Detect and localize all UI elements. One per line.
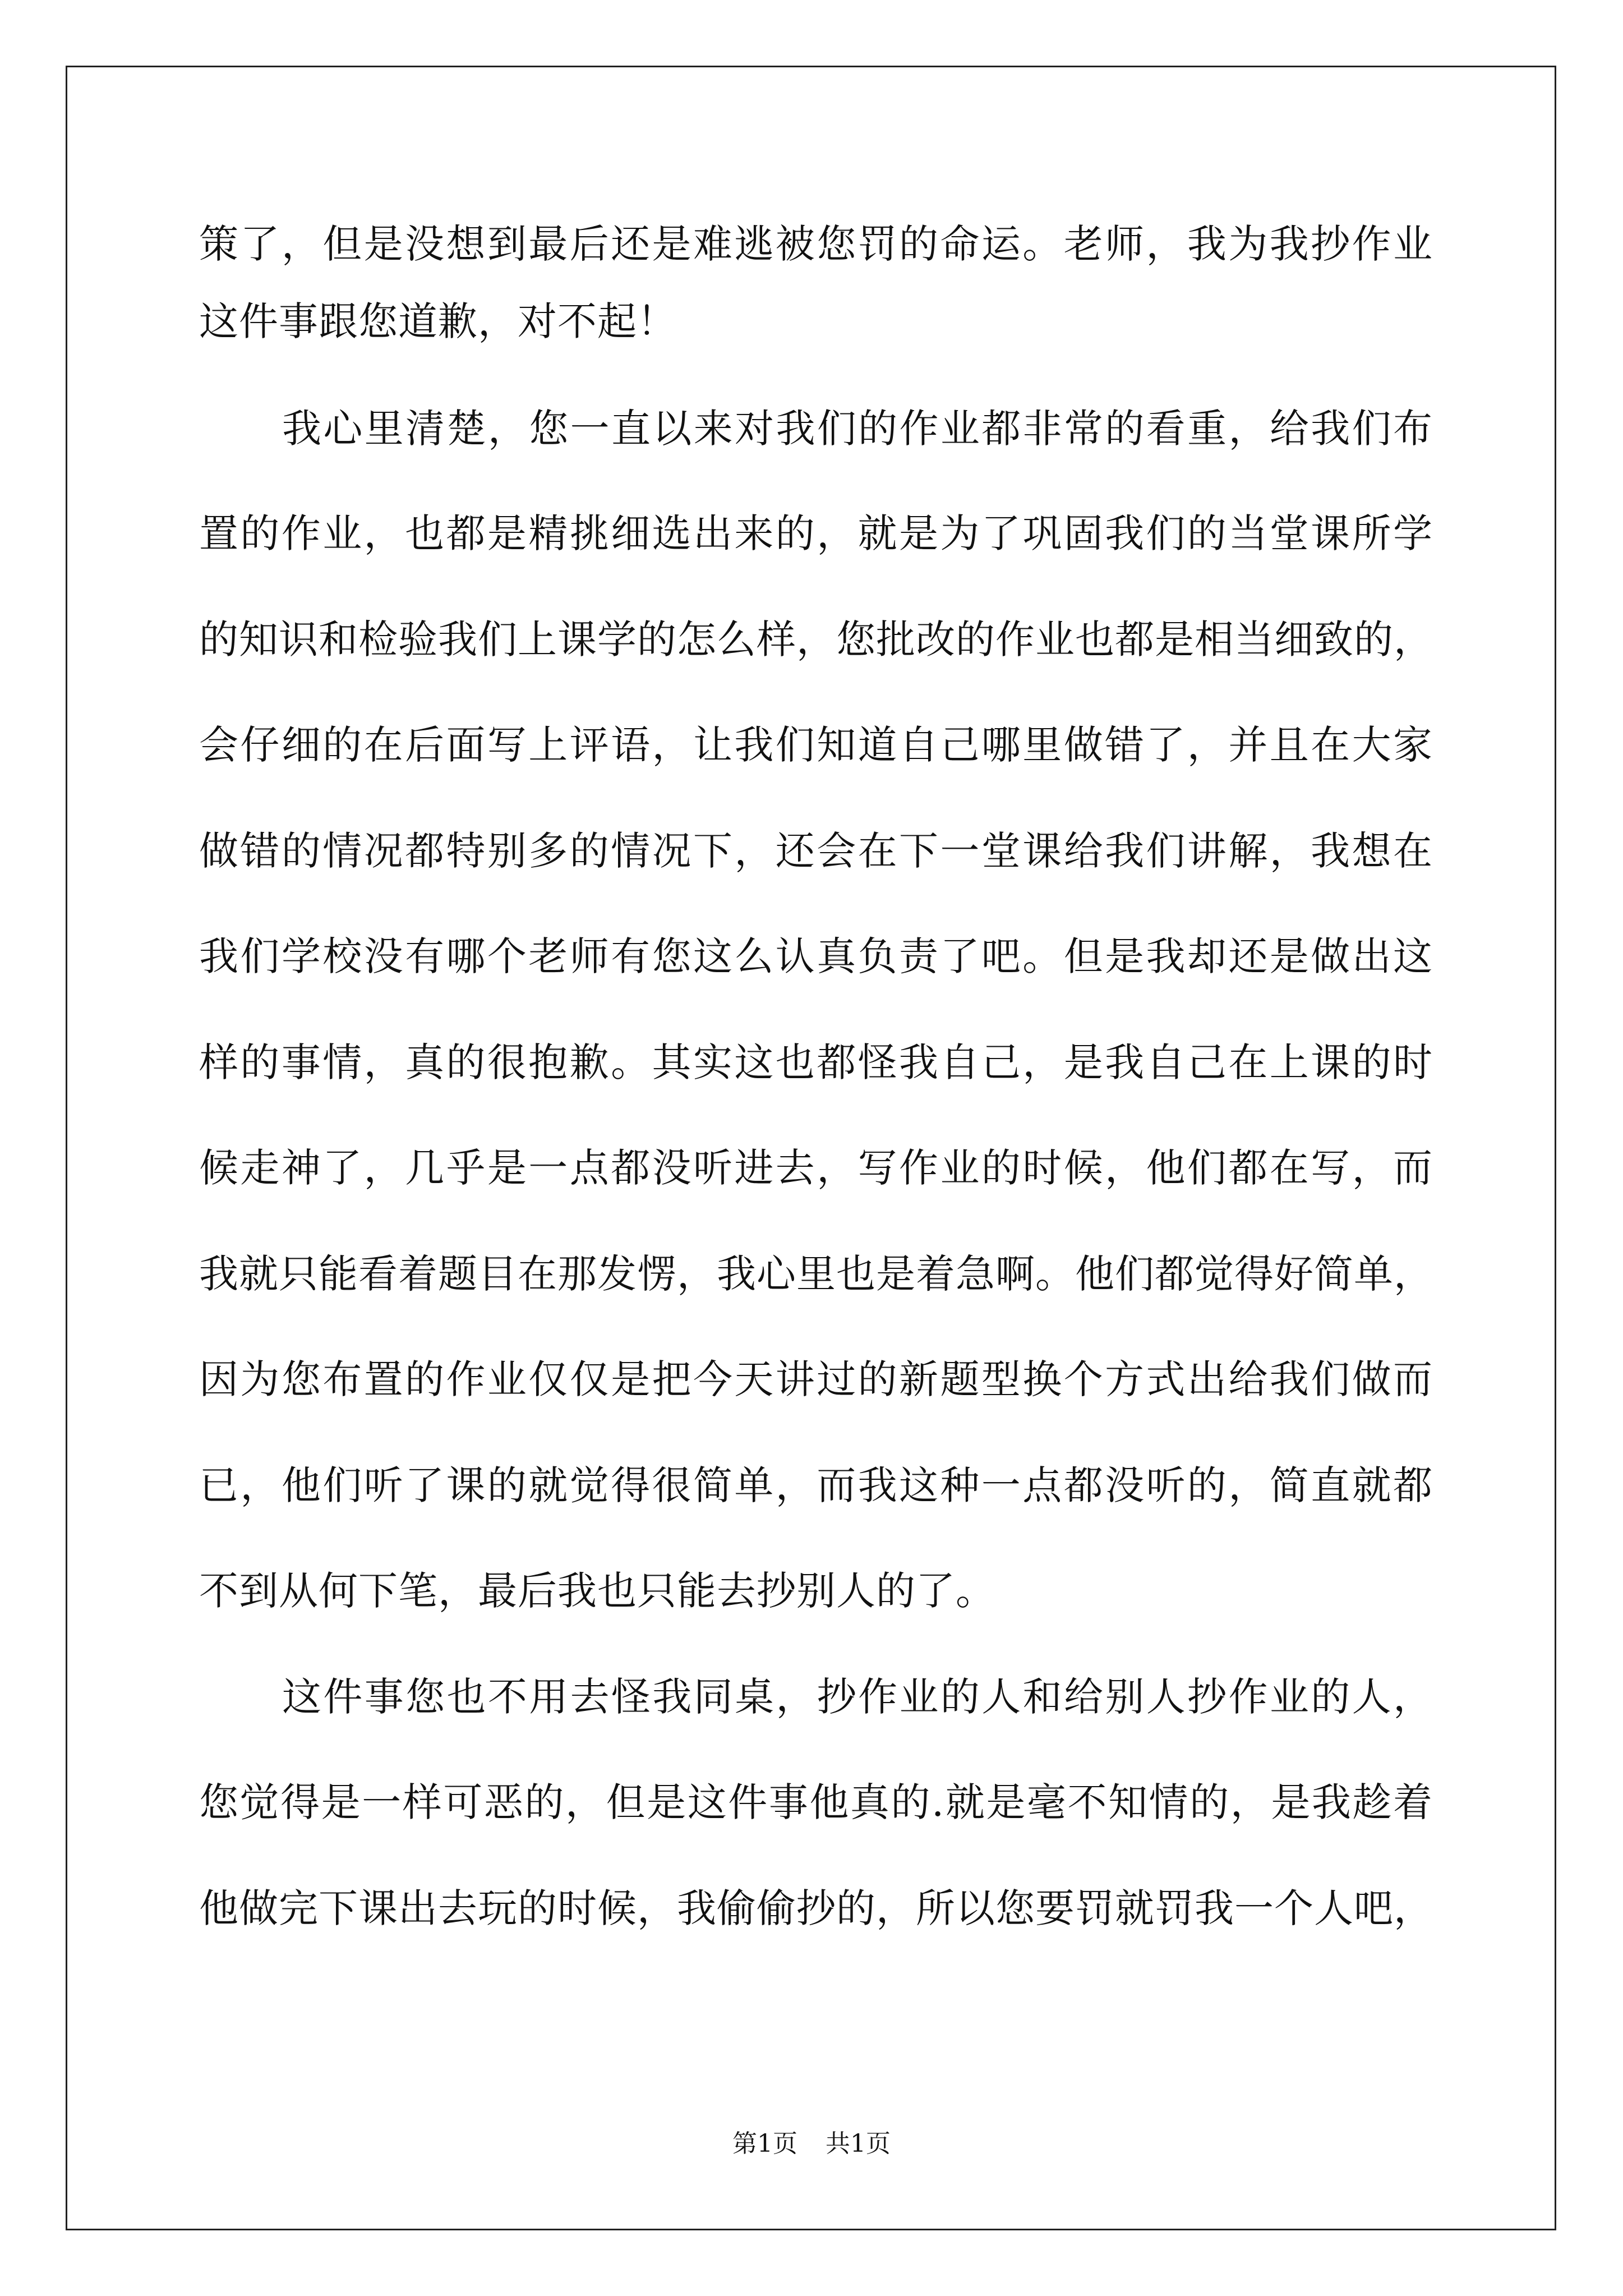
page-number-current: 第1页: [732, 2129, 797, 2158]
paragraph-first-line: 我心里清楚，您一直以来对我们的作业都非常的看重，给我们布: [282, 406, 1433, 452]
text-line: 他做完下课出去玩的时候，我偷偷抄的，所以您要罚就罚我一个人吧，: [199, 1885, 1433, 1931]
text-line: 候走神了，几乎是一点都没听进去，写作业的时候，他们都在写，而: [199, 1145, 1433, 1191]
paragraph-first-line: 这件事您也不用去怪我同桌，抄作业的人和给别人抄作业的人，: [282, 1674, 1433, 1720]
text-line: 样的事情，真的很抱歉。其实这也都怪我自己，是我自己在上课的时: [199, 1039, 1433, 1085]
page-number-total: 共1页: [826, 2129, 891, 2158]
page-footer: [0, 2127, 1623, 2161]
text-line: 已，他们听了课的就觉得很简单，而我这种一点都没听的，简直就都: [199, 1462, 1433, 1508]
text-line: 这件事跟您道歉，对不起！: [199, 298, 677, 344]
text-line: 会仔细的在后面写上评语，让我们知道自己哪里做错了，并且在大家: [199, 722, 1433, 768]
text-line: 我们学校没有哪个老师有您这么认真负责了吧。但是我却还是做出这: [199, 933, 1433, 979]
text-line: 做错的情况都特别多的情况下，还会在下一堂课给我们讲解，我想在: [199, 828, 1433, 874]
text-line: 策了，但是没想到最后还是难逃被您罚的命运。老师，我为我抄作业: [199, 221, 1433, 267]
text-line: 我就只能看着题目在那发愣，我心里也是着急啊。他们都觉得好简单，: [199, 1251, 1433, 1297]
text-line: 因为您布置的作业仅仅是把今天讲过的新题型换个方式出给我们做而: [199, 1356, 1433, 1402]
text-line: 不到从何下笔，最后我也只能去抄别人的了。: [199, 1568, 995, 1614]
text-line: 的知识和检验我们上课学的怎么样，您批改的作业也都是相当细致的，: [199, 616, 1433, 662]
text-line: 您觉得是一样可恶的，但是这件事他真的.就是毫不知情的，是我趁着: [199, 1779, 1433, 1825]
text-line: 置的作业，也都是精挑细选出来的，就是为了巩固我们的当堂课所学: [199, 510, 1433, 556]
